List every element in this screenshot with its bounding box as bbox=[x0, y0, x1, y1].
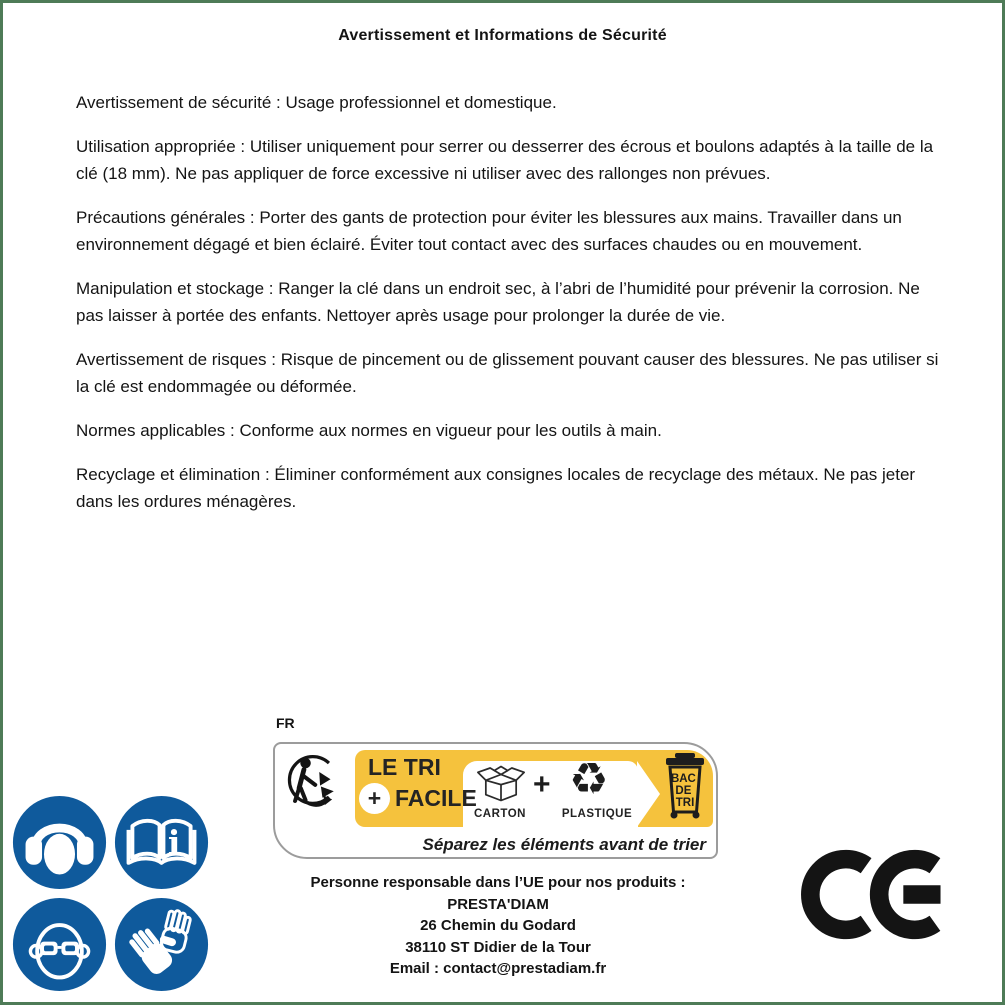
safety-paragraph: Avertissement de sécurité : Usage professionnel et domestique. bbox=[76, 93, 557, 112]
recycling-loop-icon: ♻ bbox=[569, 754, 609, 805]
info-tri-label bbox=[273, 742, 718, 859]
protective-gloves-icon bbox=[113, 896, 210, 993]
eye-protection-icon bbox=[11, 896, 108, 993]
responsible-line: 26 Chemin du Godard bbox=[420, 917, 576, 934]
triman-icon bbox=[283, 749, 341, 811]
tri-headline-top: LE TRI bbox=[368, 754, 441, 780]
read-manual-icon bbox=[113, 794, 210, 891]
ear-protection-icon bbox=[11, 794, 108, 891]
tri-footnote: Séparez les éléments avant de trier bbox=[422, 835, 706, 854]
safety-paragraph: Avertissement de risques : Risque de pincement ou de glissement pouvant causer des blessures. Ne pas utiliser si la clé est endommagée ou déformée. bbox=[76, 350, 939, 396]
material-label-plastique: PLASTIQUE bbox=[561, 808, 633, 820]
responsible-line: Email : contact@prestadiam.fr bbox=[389, 960, 607, 977]
safety-pictogram-grid bbox=[11, 794, 210, 993]
safety-paragraphs bbox=[76, 89, 948, 532]
responsible-line: 38110 ST Didier de la Tour bbox=[405, 938, 591, 956]
svg-text:i: i bbox=[167, 823, 181, 863]
safety-paragraph: Utilisation appropriée : Utiliser uniquement pour serrer ou desserrer des écrous et boulons adaptés à la taille de la clé (18 mm). Ne pas appliquer de force excessive ni utiliser avec des rallonges non prévues. bbox=[76, 137, 934, 183]
cardboard-box-icon bbox=[475, 759, 527, 803]
safety-paragraph: Précautions générales : Porter des gants de protection pour éviter les blessures aux mains. Travailler dans un environnement dégagé et bien éclairé. Éviter tout contact avec des surfaces chaudes ou en mouvement. bbox=[76, 208, 902, 254]
responsible-line: Personne responsable dans l’UE pour nos produits : bbox=[310, 874, 686, 891]
responsible-person-block bbox=[243, 872, 753, 980]
responsible-line: PRESTA'DIAM bbox=[447, 895, 549, 913]
material-label-carton: CARTON bbox=[474, 808, 526, 820]
tri-plus-badge: + bbox=[359, 783, 390, 814]
sorting-bin-icon bbox=[663, 752, 707, 820]
fr-country-code: FR bbox=[276, 715, 295, 731]
materials-separator: + bbox=[533, 768, 551, 801]
safety-paragraph: Recyclage et élimination : Éliminer conformément aux consignes locales de recyclage des métaux. Ne pas jeter dans les ordures ménagères. bbox=[76, 465, 916, 511]
tri-headline-bottom: FACILE bbox=[395, 785, 477, 811]
page-title: Avertissement et Informations de Sécurité bbox=[338, 27, 667, 44]
safety-paragraph: Normes applicables : Conforme aux normes en vigueur pour les outils à main. bbox=[76, 421, 662, 440]
ce-mark-icon bbox=[801, 846, 961, 943]
safety-paragraph: Manipulation et stockage : Ranger la clé dans un endroit sec, à l’abri de l’humidité pour prévenir la corrosion. Ne pas laisser à portée des enfants. Nettoyer après usage pour prolonger la durée de vie. bbox=[76, 279, 920, 325]
bin-text: BAC DE TRI bbox=[670, 773, 696, 809]
